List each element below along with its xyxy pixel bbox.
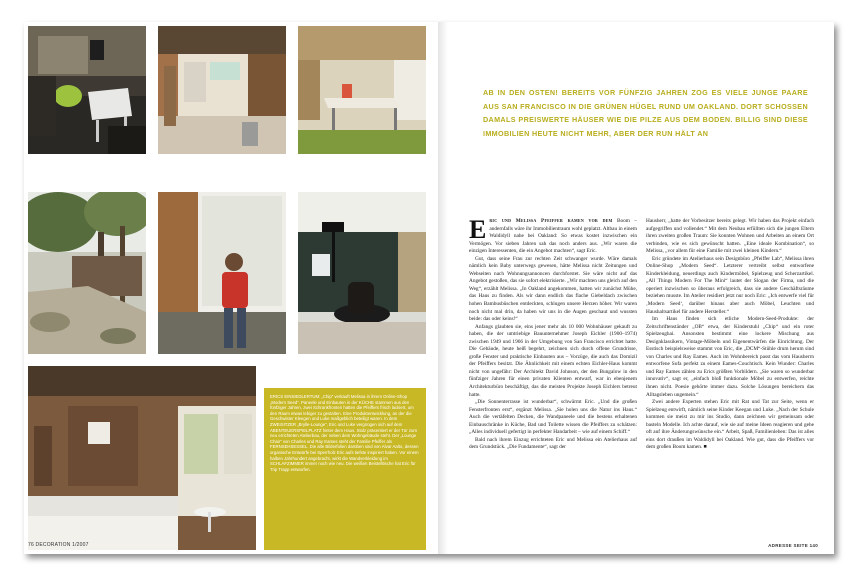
photo-bedroom [28, 366, 256, 550]
drop-cap: E [469, 215, 487, 244]
paragraph: „Die Sonnenterrasse ist wunderbar“, schwärmt Eric. „Und die großen Fensterfronten erst“, ergänzt Melissa. „Sie holen uns die Natur ins Haus.“ Auch die vertäfelten Decken, die Wandpaneele und die bestens erhaltenen Einbauschränke in Küche, Bad und Toilette wissen die Pfeiffers zu schätzen: „Alles individuell gefertigt in perfekter Handarbeit – wie auf einem Schiff.“ [469, 399, 637, 436]
lead-paragraph [469, 215, 637, 256]
paragraph: Anfangs glaubten sie, eins jener mehr als 10 000 Wohnhäuser gekauft zu haben, die der umtriebige Bauunternehmer Joseph Eichler (1900–1974) zwischen 1949 und 1966 in der Umgebung von San Francisco errichtet hatte. Die Gebäude, heute heiß begehrt, zeichnen sich durch offene Grundrisse, große Fenster und praktische Einbauten aus – Vorzüge, die auch das Domizil der Pfeiffers besitzt. Die Ähnlichkeit mit einem echten Eichler-Haus kommt nicht von ungefähr: Der Architekt David Johnson, der den Bungalow in den fünfziger Jahren für einen privaten Klienten entwarf, war in ebenjenem Architekturbüro beschäftigt, das die meisten Projekte Joseph Eichlers betreut hatte. [469, 323, 637, 398]
photo-caption: ERICS EINSIEDLERTUM: „Chip“ verkauft Melissa in ihrem Online-Shop „Modern Seed“. Paneele und Einbauten in der KÜCHE stammen aus den fünfziger Jahren, zwei Schrankfronten hatten die Pfeiffers frisch lackiert, um den Raum etwas lebiger zu gestalten. Eine Produktentwicklung, an der die Geschwister Kleegen und Luke maßgeblich beteiligt waren. In dem ZWEISITZER „Brylle-Lounge“, Eric und Luke vergnügen sich auf dem ABENTEUERSPIELPLATZ hinter dem Haus. Stolz präsentiert er der Tür zum neu errichteten Atelierbau, der neben dem Wohngebäude steht. Der „Lounge Chair“ von Charles und Ray Eames steht der Familie Pfeiffer als FERNSEHSESSEL. Die alte Bilderfolien darüben sind von Alvar Aalto, dessen organische Entwürfe bei Sperrholz Eric aufs tiefste inspiriert haben. Vor einem halben Jahrhundert angebracht, wirkt die Wandverkleidung im SCHLAFZIMMER immer noch wie neu. Die weißen Beistelltische hat Eric für Trip Trapp entworfen. [270, 394, 419, 472]
photo-lounge-chair [298, 192, 426, 354]
paragraph: Im Haus finden sich etliche Modern-Seed-Produkte: der Zeitschriftenständer „OB“ etwa, der Kinderstuhl „Chip“ und ein roter Spielzeughai. Ansonsten bestimmt eine lockere Mischung aus Designklassikern, Vintage-Möbeln und Eigenentwürfen die Einrichtung. Der Esstisch beispielsweise stammt von Eric, die „DCM“-Stühle drum herum sind von Charles und Ray Eames. Auch im Wohnbereich passt das vom Hausherrn entworfene Sofa perfekt zu einem Eames-Couchtisch. Kein Wunder: Charles und Ray Eames zählen zu Erics größten Vorbildern. „Sie waren so wunderbar innovativ“, sagt er, „einfach bloß funktionale Möbel zu entwerfen, reichte ihnen nicht. Poesie gehörte immer dazu. Solche Lösungen bereichern das Alltagsleben ungemein.“ [646, 316, 814, 398]
left-folio: 76 DECORATION 1/2007 [28, 542, 89, 548]
paragraph: Eric gründete im Atelierhaus sein Designbüro „Pfeiffer Lab“, Melissa ihren Online-Shop „Modern Seed“. Letzterer vertreibt selbst entworfene Kinderkleidung, neuerdings auch Kindermöbel, Spielzeug und Scherzartikel. „All Things Modern For The Mini“ lautet der Slogan der Firma, und die operiert inzwischen so überaus erfolgreich, dass sie andere Geschäftsräume beziehen musste. Im Atelier residiert jetzt nur noch Eric: „Ich entwerfe viel für ‚Modern Seed‘, darüber hinaus aber auch Möbel, Leuchten und Haushaltsartikel für andere Hersteller.“ [646, 255, 814, 315]
photo-garden-path [28, 192, 146, 354]
photo-kitchen [158, 26, 286, 154]
paragraph: Boom – andernfalls wäre ihr Immobilientraum wohl geplatzt. Altbau in einem Waldidyll nahe bei Oakland: So etwas kostet inzwischen ein Vermögen. Vor sieben Jahren sah das noch anders aus. „Wir waren die einzigen Interessenten, die ein Angebot machten“, sagt Eric. [469, 218, 637, 255]
paragraph: Bald nach ihrem Einzug errichteten Eric und Melissa ein Atelierhaus auf dem Grundstück. „Die Fundamente“, sagt der [469, 436, 637, 451]
photo-eric-portrait [158, 192, 286, 354]
paragraph: Zwei andere Experten stehen Eric mit Rat und Tat zur Seite, wenn er Spielzeug entwirft, nämlich seine Kinder Keegan und Luke. „Nach der Schule kommen sie meist zu mir ins Studio, dann zeichnen wir gemeinsam oder basteln Modelle. Ich achte darauf, wie sie auf meine Ideen reagieren und gehe oft auf ihre Änderungswünsche ein.“ Arbeit, Spaß, Familienleben: Das ist alles eins dort draußen im Waldidyll bei Oakland. Wie gut, dass die Pfeiffers vor dem großen Boom kamen. ■ [646, 399, 814, 451]
text-column-1 [469, 215, 637, 452]
paragraph: Gut, dass seine Frau zur rechten Zeit schwanger wurde. Wäre damals nämlich kein Baby unterwegs gewesen, hätte Melissa nicht Zeitungen und Webseiten nach Wohnungsannoncen durchforstet. Sie wäre nicht auf das Angebot gestoßen, das sie sofort elektrisierte. „Wir machten uns gleich auf den Weg“, erzählt Melissa. „In Oakland angekommen, hatten wir zunächst Mühe, das Haus zu finden. Als wir dann endlich das flache Giebeldach zwischen hohen Bambusbüschen entdeckten, schlugen unsere Herzen höher. Wir waren noch nicht mal drin, da haben wir uns in die Augen geschaut und wussten beide: das oder keins!“ [469, 255, 637, 323]
gutter-shadow [438, 22, 452, 554]
right-folio: ADRESSE SEITE 140 [768, 543, 818, 548]
photo-living-chair [28, 26, 146, 154]
photo-atelier-desk [298, 26, 426, 154]
lead-in: ric und Melissa Pfeiffer kamen vor dem [489, 218, 613, 224]
text-column-2 [646, 218, 814, 452]
article-deck: AB IN DEN OSTEN! BEREITS VOR FÜNFZIG JAHREN ZOG ES VIELE JUNGE PAARE AUS SAN FRANCISCO IN DIE GRÜNEN HÜGEL RUND UM OAKLAND. DORT SCHOSSEN DAMALS PREISWERTE HÄUSER WIE DIE PILZE AUS DEM BODEN. BILLIG SIND DIESE IMMOBILIEN HEUTE NICHT MEHR, ABER DER RUN HÄLT AN [483, 88, 808, 138]
magazine-spread [24, 22, 834, 554]
paragraph: Hausherr, „hatte der Vorbesitzer bereits gelegt. Wir haben das Projekt einfach aufgegriffen und vollendet.“ Mit dem Neubau erfüllten sich die jungen Eltern ihren zweiten großen Traum: Sie konnten Wohnen und Arbeiten an einem Ort verbinden, wie es sich gewünscht hatten. „Eine ideale Kombination“, so Melissa, „vor allem für eine Familie mit zwei kleinen Kindern.“ [646, 218, 814, 255]
photo-caption-box [264, 388, 426, 550]
